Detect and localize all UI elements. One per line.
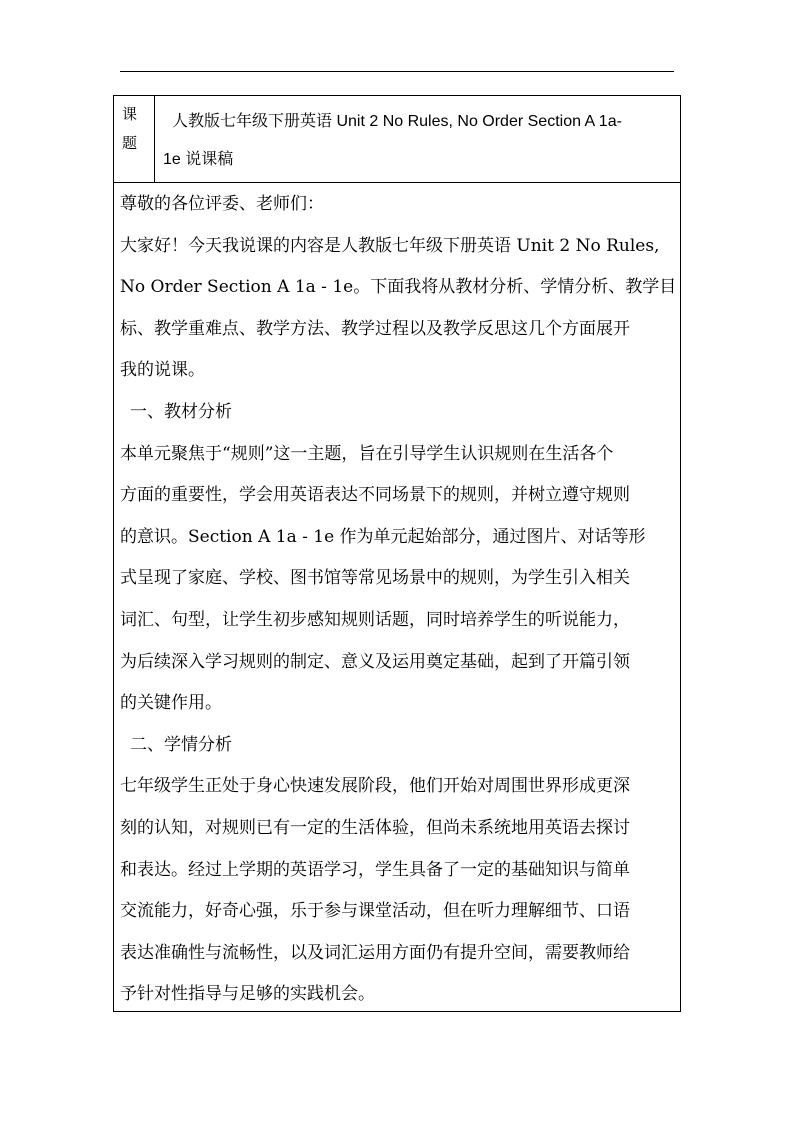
lesson-title-line: 1e 说课稿 xyxy=(163,151,234,168)
body-line: 标、教学重难点、教学方法、教学过程以及教学反思这几个方面展开 xyxy=(120,318,630,339)
section-heading: 一、教材分析 xyxy=(130,401,232,422)
title-row xyxy=(114,96,680,183)
body-line: 刻的认知，对规则已有一定的生活体验，但尚未系统地用英语去探讨 xyxy=(120,817,630,838)
body-line: 词汇、句型，让学生初步感知规则话题，同时培养学生的听说能力， xyxy=(120,609,630,630)
body-line: No Order Section A 1a - 1e。下面我将从教材分析、学情分析、教学目 xyxy=(120,277,677,298)
body-line: 和表达。经过上学期的英语学习，学生具备了一定的基础知识与简单 xyxy=(120,859,630,880)
lesson-title xyxy=(163,103,675,179)
body-line: 大家好！今天我说课的内容是人教版七年级下册英语 Unit 2 No Rules, xyxy=(120,235,660,256)
lesson-title-line: 人教版七年级下册英语 Unit 2 No Rules, No Order Section A 1a- xyxy=(172,113,622,130)
lesson-body xyxy=(120,184,678,1016)
body-line: 式呈现了家庭、学校、图书馆等常见场景中的规则，为学生引入相关 xyxy=(120,568,630,589)
body-line: 为后续深入学习规则的制定、意义及运用奠定基础，起到了开篇引领 xyxy=(120,651,630,672)
lesson-table xyxy=(113,95,681,1012)
header-rule xyxy=(120,71,674,72)
body-line: 本单元聚焦于“规则”这一主题，旨在引导学生认识规则在生活各个 xyxy=(120,443,614,464)
body-line: 七年级学生正处于身心快速发展阶段，他们开始对周围世界形成更深 xyxy=(120,776,630,797)
body-line: 尊敬的各位评委、老师们： xyxy=(120,194,324,214)
body-line: 予针对性指导与足够的实践机会。 xyxy=(120,984,375,1005)
body-line: 表达准确性与流畅性，以及词汇运用方面仍有提升空间，需要教师给 xyxy=(120,942,630,963)
section-heading: 二、学情分析 xyxy=(130,734,232,755)
body-line: 的关键作用。 xyxy=(120,693,222,714)
body-line: 我的说课。 xyxy=(120,360,205,381)
title-label-cell xyxy=(114,96,155,182)
title-label-char: 题 xyxy=(122,134,138,152)
body-line: 方面的重要性，学会用英语表达不同场景下的规则，并树立遵守规则 xyxy=(120,485,630,506)
body-line: 的意识。Section A 1a - 1e 作为单元起始部分，通过图片、对话等形 xyxy=(120,526,646,547)
body-line: 交流能力，好奇心强，乐于参与课堂活动，但在听力理解细节、口语 xyxy=(120,901,630,922)
title-label-char: 课 xyxy=(122,105,138,123)
